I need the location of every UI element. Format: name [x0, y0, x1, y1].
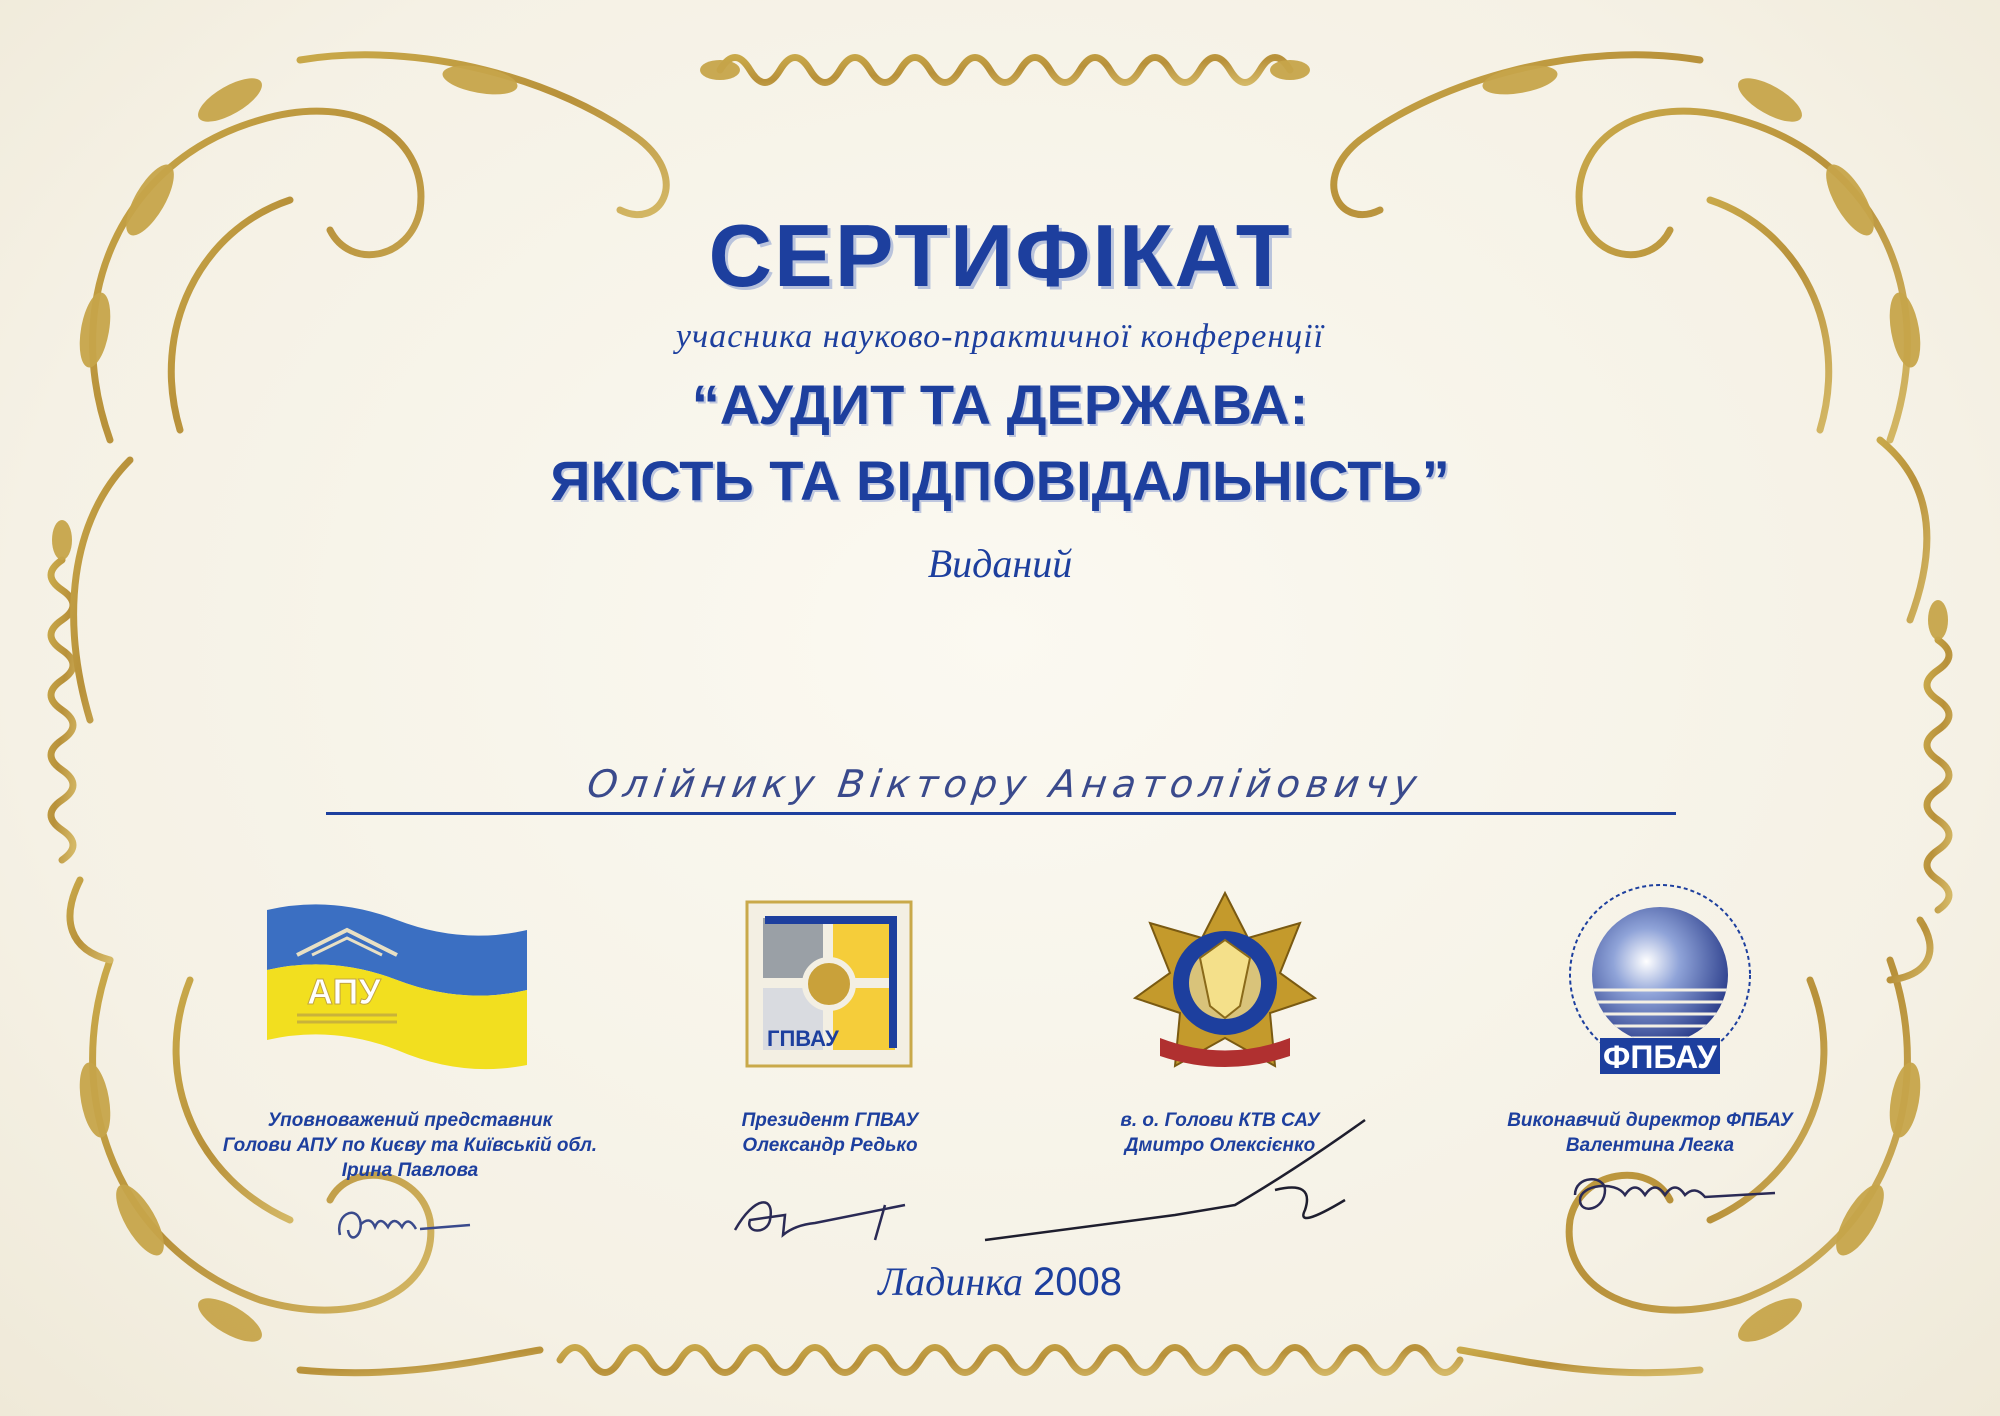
signatory-fpbau	[1450, 1108, 1850, 1158]
signature-oleksiienko	[975, 1110, 1375, 1250]
gpvau-square-logo	[745, 900, 913, 1068]
certificate-subtitle: учасника науково-практичної конференції	[675, 318, 1325, 355]
signatory-name: Ірина Павлова	[341, 1160, 479, 1181]
certificate-title: СЕРТИФІКАТ	[708, 206, 1292, 305]
signatory-role: Уповноважений представник	[267, 1110, 553, 1131]
signature-redko	[725, 1185, 925, 1245]
gpvau-logo-text: ГПВАУ	[767, 1026, 839, 1051]
recipient-name: Олійнику Віктору Анатолійовичу	[584, 762, 1426, 806]
signatory-role: Голови АПУ по Києву та Київській обл.	[222, 1135, 598, 1156]
signatory-name: Олександр Редько	[742, 1135, 918, 1156]
signature-pavlova	[330, 1195, 480, 1255]
recipient-underline	[326, 812, 1676, 815]
issued-label: Виданий	[927, 541, 1073, 586]
signatory-name: Валентина Легка	[1565, 1135, 1735, 1156]
apu-flag-logo	[262, 900, 532, 1070]
conference-title-line2: ЯКІСТЬ ТА ВІДПОВІДАЛЬНІСТЬ”	[550, 449, 1450, 512]
year: 2008	[1032, 1260, 1122, 1304]
conference-title-line1: “АУДИТ ТА ДЕРЖАВА:	[691, 373, 1309, 436]
signatory-name: Дмитро Олексієнко	[1124, 1135, 1316, 1156]
apu-logo-text: АПУ	[307, 971, 381, 1012]
signatory-role: Виконавчий директор ФПБАУ	[1507, 1110, 1793, 1131]
signature-legka	[1565, 1165, 1785, 1235]
signatory-gpvau	[680, 1108, 980, 1158]
place-name: Ладинка	[878, 1259, 1023, 1304]
signatory-apu	[150, 1108, 670, 1183]
fpbau-globe-logo	[1555, 880, 1765, 1080]
signatory-role: Президент ГПВАУ	[741, 1110, 919, 1131]
fpbau-logo-text: ФПБАУ	[1603, 1039, 1717, 1075]
signatory-role: в. о. Голови КТВ САУ	[1120, 1110, 1320, 1131]
sau-star-emblem-logo	[1130, 888, 1320, 1078]
place-and-year	[0, 1258, 2000, 1305]
